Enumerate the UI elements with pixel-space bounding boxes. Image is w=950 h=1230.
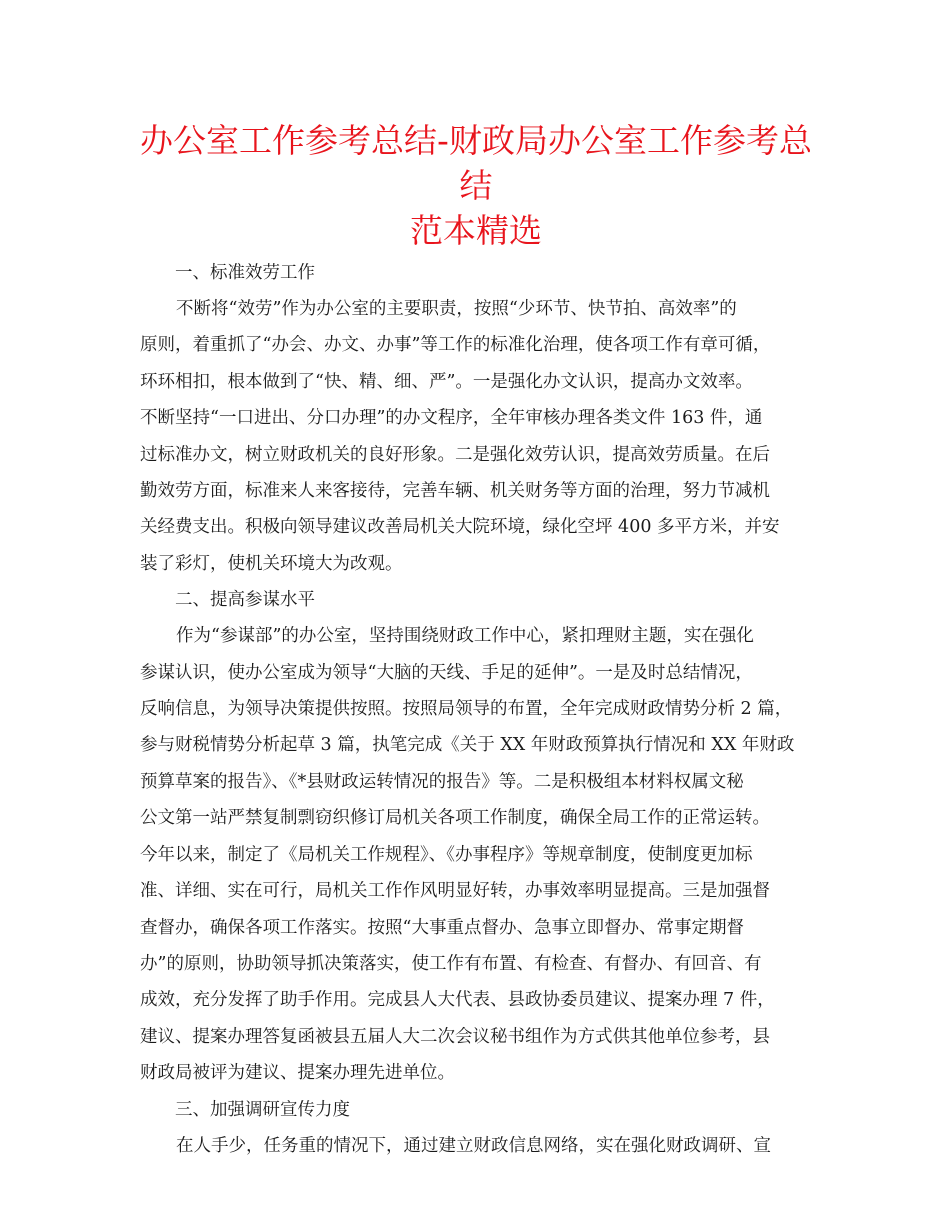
paragraph-line: 今年以来，制定了《局机关工作规程》、《办事程序》等规章制度，使制度更加标 xyxy=(140,844,753,865)
paragraph-line: 作为“参谋部”的办公室，坚持围绕财政工作中心，紧扣理财主题，实在强化 xyxy=(176,626,754,647)
title-line: 范本精选 xyxy=(410,211,542,250)
paragraph-line: 参谋认识，使办公室成为领导“大脑的天线、手足的延伸”。一是及时总结情况， xyxy=(140,662,753,683)
section-heading: 二、提高参谋水平 xyxy=(175,590,315,611)
paragraph-line: 参与财税情势分析起草 3 篇，执笔完成《关于 XX 年财政预算执行情况和 XX 年财政 xyxy=(140,735,795,756)
section-paragraph xyxy=(140,1128,812,1164)
paragraph-line: 装了彩灯，使机关环境大为改观。 xyxy=(140,553,403,574)
paragraph-line: 在人手少，任务重的情况下，通过建立财政信息网络，实在强化财政调研、宣 xyxy=(176,1135,771,1156)
paragraph-line: 财政局被评为建议、提案办理先进单位。 xyxy=(140,1063,455,1084)
paragraph-line: 预算草案的报告》、《*县财政运转情况的报告》等。二是积极组本材料权属文秘 xyxy=(140,771,744,792)
paragraph-line: 成效，充分发挥了助手作用。完成县人大代表、县政协委员建议、提案办理 7 件， xyxy=(140,990,775,1011)
paragraph-line: 查督办，确保各项工作落实。按照“大事重点督办、急事立即督办、常事定期督 xyxy=(140,917,744,938)
section-paragraph xyxy=(140,291,812,582)
section-paragraph xyxy=(140,618,812,1091)
title-line: 办公室工作参考总结-财政局办公室工作参考总结 xyxy=(140,121,812,205)
paragraph-line: 反响信息，为领导决策提供按照。按照局领导的布置，全年完成财政情势分析 2 篇， xyxy=(140,699,793,720)
paragraph-line: 建议、提案办理答复函被县五届人大二次会议秘书组作为方式供其他单位参考，县 xyxy=(140,1026,770,1047)
section-heading: 一、标准效劳工作 xyxy=(175,263,315,283)
paragraph-line: 原则，着重抓了“办会、办文、办事”等工作的标准化治理，使各项工作有章可循， xyxy=(140,335,771,356)
paragraph-line: 不断将“效劳”作为办公室的主要职责，按照“少环节、快节拍、高效率”的 xyxy=(176,299,737,319)
paragraph-line: 公文第一站严禁复制剽窃织修订局机关各项工作制度，确保全局工作的正常运转。 xyxy=(140,808,770,829)
paragraph-line: 不断坚持“一口进出、分口办理”的办文程序，全年审核办理各类文件 163 件，通 xyxy=(140,408,763,429)
document-page xyxy=(140,118,812,1164)
paragraph-line: 关经费支出。积极向领导建议改善局机关大院环境，绿化空坪 400 多平方米，并安 xyxy=(140,517,780,538)
paragraph-line: 勤效劳方面，标准来人来客接待，完善车辆、机关财务等方面的治理，努力节减机 xyxy=(140,481,770,502)
paragraph-line: 办”的原则，协助领导抓决策落实，使工作有布置、有检查、有督办、有回音、有 xyxy=(140,953,762,974)
paragraph-line: 准、详细、实在可行，局机关工作作风明显好转，办事效率明显提高。三是加强督 xyxy=(140,881,770,902)
document-title xyxy=(140,118,812,253)
paragraph-line: 环环相扣，根本做到了“快、精、细、严”。一是强化办文认识，提高办文效率。 xyxy=(140,371,753,392)
paragraph-line: 过标准办文，树立财政机关的良好形象。二是强化效劳认识，提高效劳质量。在后 xyxy=(140,444,770,465)
section-heading: 三、加强调研宣传力度 xyxy=(175,1099,350,1120)
